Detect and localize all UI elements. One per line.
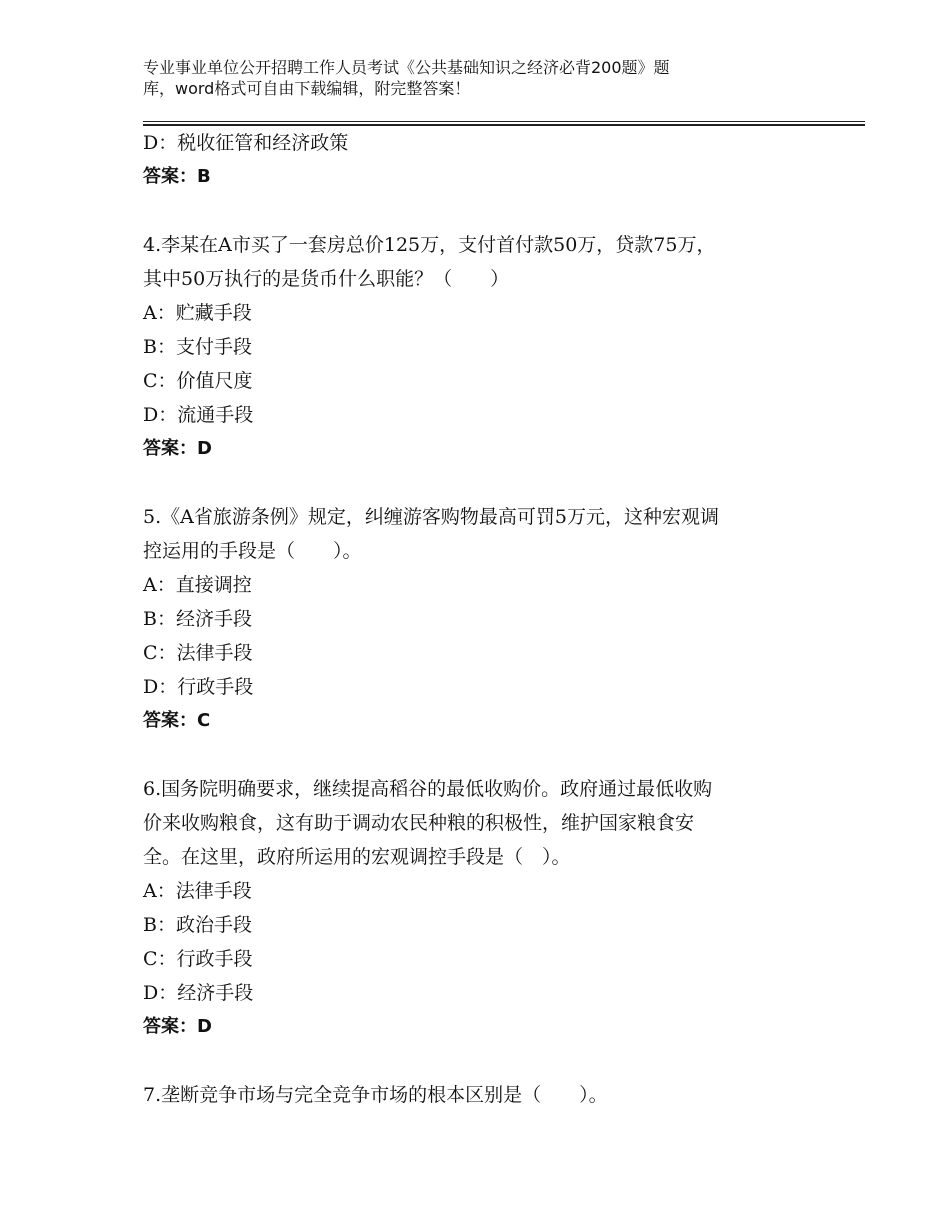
question-6 [143, 772, 823, 1044]
question-stem: 4.李某在A市买了一套房总价125万，支付首付款50万，贷款75万， [143, 234, 716, 256]
spacer [143, 738, 823, 772]
spacer [143, 466, 823, 500]
header-title-line-1: 专业事业单位公开招聘工作人员考试《公共基础知识之经济必背200题》题 [143, 58, 670, 77]
question-stem: 7.垄断竞争市场与完全竞争市场的根本区别是（ ）。 [143, 1084, 608, 1106]
prev-question-tail [143, 126, 823, 194]
answer-line: 答案：D [143, 438, 212, 459]
question-5 [143, 500, 823, 738]
document-header [143, 57, 783, 99]
question-stem: 其中50万执行的是货币什么职能？（ ） [143, 268, 510, 290]
option-a: A：直接调控 [143, 574, 252, 596]
question-stem: 6.国务院明确要求，继续提高稻谷的最低收购价。政府通过最低收购 [143, 778, 713, 800]
question-7 [143, 1078, 823, 1112]
question-stem: 全。在这里，政府所运用的宏观调控手段是（ ）。 [143, 846, 571, 868]
spacer [143, 1044, 823, 1078]
answer-line: 答案：B [143, 166, 211, 187]
question-4 [143, 228, 823, 466]
option-b: B：经济手段 [143, 608, 252, 630]
spacer [143, 194, 823, 228]
option-d: D：流通手段 [143, 404, 254, 426]
document-body [143, 126, 823, 1112]
option-c: C：法律手段 [143, 642, 253, 664]
option-d: D：税收征管和经济政策 [143, 132, 349, 154]
header-rule-thin [143, 121, 865, 122]
option-d: D：经济手段 [143, 982, 254, 1004]
option-a: A：贮藏手段 [143, 302, 252, 324]
answer-line: 答案：C [143, 710, 211, 731]
option-c: C：价值尺度 [143, 370, 253, 392]
option-b: B：政治手段 [143, 914, 252, 936]
option-a: A：法律手段 [143, 880, 252, 902]
question-stem: 5.《A省旅游条例》规定，纠缠游客购物最高可罚5万元，这种宏观调 [143, 506, 719, 528]
answer-line: 答案：D [143, 1016, 212, 1037]
question-stem: 控运用的手段是（ ）。 [143, 540, 362, 562]
header-title-line-2: 库，word格式可自由下载编辑，附完整答案！ [143, 79, 471, 98]
option-d: D：行政手段 [143, 676, 254, 698]
option-b: B：支付手段 [143, 336, 252, 358]
option-c: C：行政手段 [143, 948, 253, 970]
question-stem: 价来收购粮食，这有助于调动农民种粮的积极性，维护国家粮食安 [143, 812, 695, 834]
